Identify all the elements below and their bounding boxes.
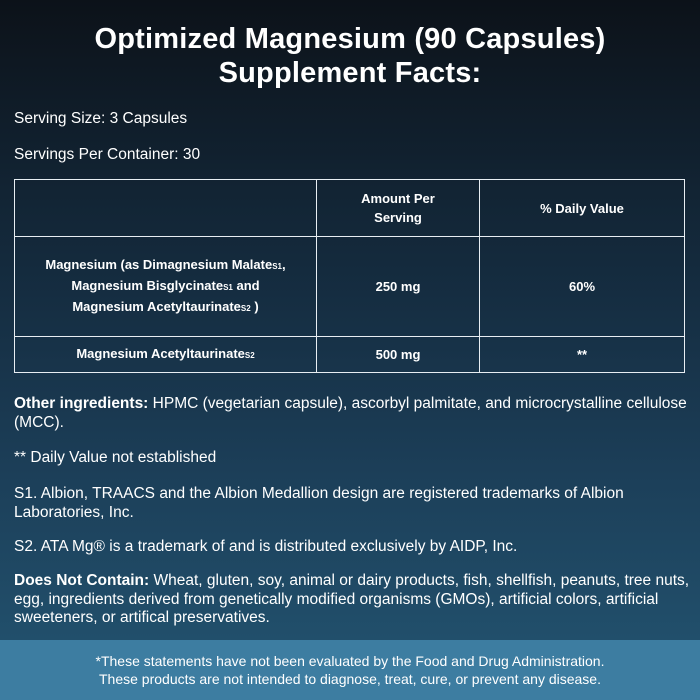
daily-value-cell: **	[480, 337, 685, 373]
serving-size: Serving Size: 3 Capsules	[14, 110, 188, 127]
table-row	[15, 337, 685, 373]
supplement-facts-table	[14, 179, 685, 373]
header-cell-amount: Amount Per Serving	[317, 180, 480, 237]
title-line-1: Optimized Magnesium (90 Capsules)	[94, 23, 606, 55]
table-row	[15, 237, 685, 337]
daily-value-note: ** Daily Value not established	[14, 449, 217, 466]
amount-cell: 500 mg	[317, 337, 480, 373]
servings-per-container: Servings Per Container: 30	[14, 146, 201, 163]
header-cell-daily-value: % Daily Value	[480, 180, 685, 237]
nutrient-name-line: Magnesium (as Dimagnesium MalateS1,	[45, 257, 286, 272]
footnote-s1: S1. Albion, TRAACS and the Albion Medallion design are registered trademarks of Albion Laboratories, Inc.	[14, 485, 624, 521]
table-header-row	[15, 180, 685, 237]
nutrient-name-line: Magnesium BisglycinateS1 and	[71, 278, 260, 293]
disclaimer-line-2: These products are not intended to diagnose, treat, cure, or prevent any disease.	[99, 671, 601, 687]
nutrient-name-line: Magnesium AcetyltaurinateS2 )	[72, 299, 259, 314]
other-ingredients	[14, 394, 694, 432]
footnote-s2: S2. ATA Mg® is a trademark of and is distributed exclusively by AIDP, Inc.	[14, 538, 518, 555]
fda-disclaimer	[0, 652, 700, 688]
disclaimer-line-1: *These statements have not been evaluated by the Food and Drug Administration.	[95, 653, 605, 669]
amount-cell: 250 mg	[317, 237, 480, 337]
header-cell-name	[15, 180, 317, 237]
title-line-2: Supplement Facts:	[218, 57, 482, 89]
page-title	[0, 22, 700, 90]
nutrient-name-cell	[15, 237, 317, 337]
other-ingredients-text: HPMC (vegetarian capsule), ascorbyl palmitate, and microcrystalline cellulose (MCC).	[14, 395, 687, 431]
other-ingredients-label: Other ingredients:	[14, 395, 149, 412]
does-not-contain	[14, 572, 694, 628]
disclaimer-band	[0, 640, 700, 700]
nutrient-name-cell: Magnesium AcetyltaurinateS2	[15, 337, 317, 373]
does-not-contain-text: Wheat, gluten, soy, animal or dairy products, fish, shellfish, peanuts, tree nuts, egg, ingredients derived from genetically modified organisms (GMOs), artificial colors, artificial sweeteners, or artifical preservatives.	[14, 572, 690, 626]
daily-value-cell: 60%	[480, 237, 685, 337]
does-not-contain-label: Does Not Contain:	[14, 572, 150, 589]
